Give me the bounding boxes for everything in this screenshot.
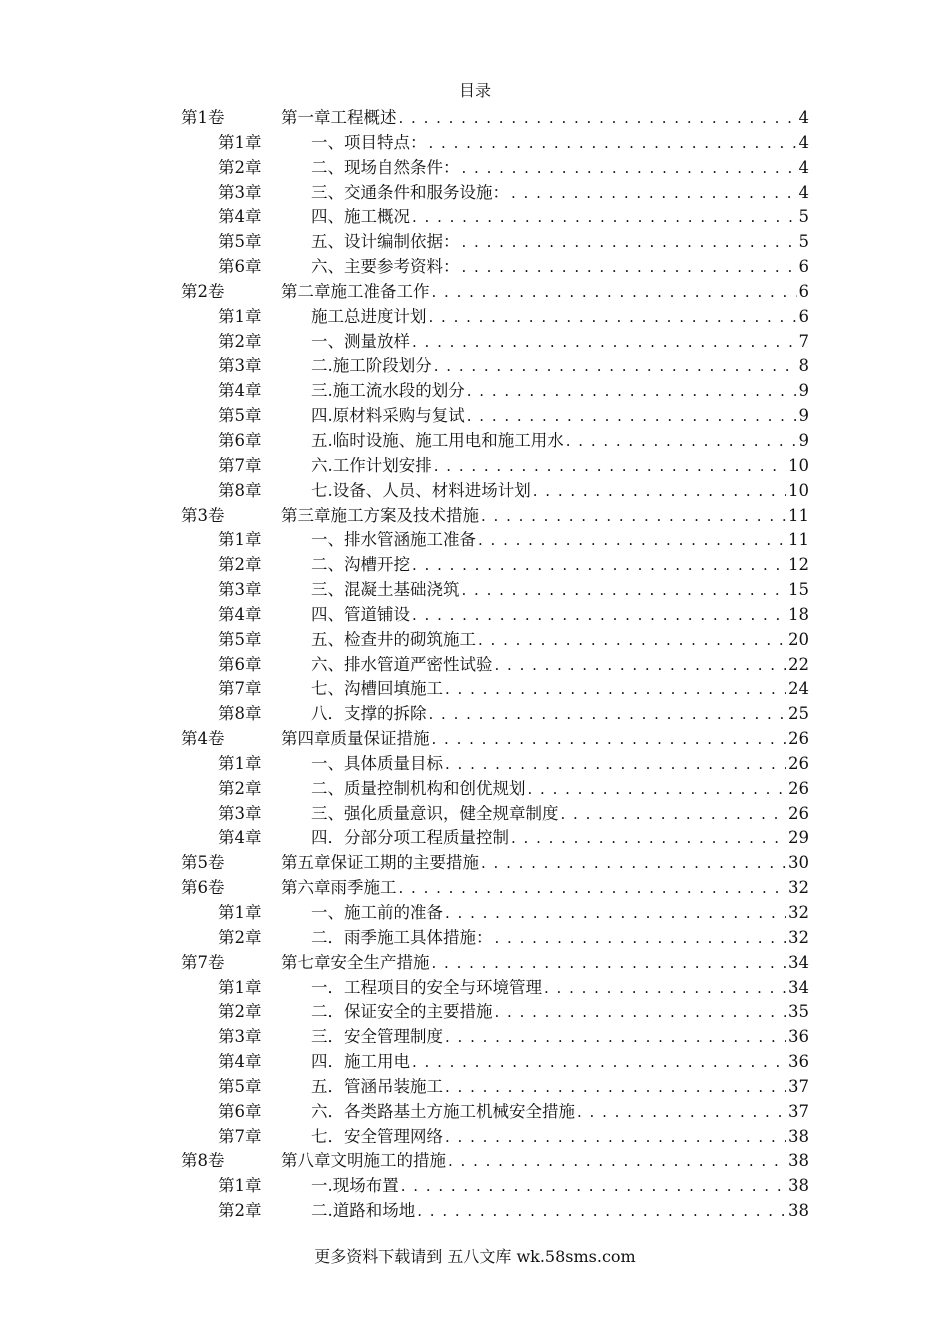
toc-entry-title: 三．安全管理制度 [311, 1027, 443, 1047]
toc-entry-page-number: 11 [788, 505, 809, 525]
toc-leader-dots [417, 1199, 786, 1224]
toc-entry-label: 第4章 [218, 604, 262, 624]
toc-entry-page-number: 38 [788, 1201, 809, 1221]
footer-text: 更多资料下载请到 五八文库 wk.58sms.com [314, 1247, 636, 1266]
toc-entry-page-number: 10 [788, 455, 809, 475]
toc-entry-title: 五、检查井的砌筑施工 [311, 629, 476, 649]
toc-entry-label: 第5章 [218, 406, 262, 426]
toc-entry-page-number: 6 [798, 257, 809, 277]
toc-entry-label: 第2章 [218, 555, 262, 575]
toc-leader-dots [462, 230, 797, 255]
toc-leader-dots [462, 156, 797, 181]
toc-entry[interactable] [181, 379, 809, 404]
toc-leader-dots [495, 926, 787, 951]
toc-entry-title: 八．支撑的拆除 [311, 704, 427, 724]
toc-entry-page-number: 15 [788, 580, 809, 600]
toc-entry-label: 第2章 [218, 1002, 262, 1022]
toc-entry-title: 六、主要参考资料： [311, 257, 460, 277]
toc-entry[interactable] [181, 851, 809, 876]
toc-entry[interactable] [181, 454, 809, 479]
toc-entry-title: 六、排水管道严密性试验 [311, 654, 493, 674]
toc-entry[interactable] [181, 603, 809, 628]
toc-entry-label: 第4章 [218, 207, 262, 227]
toc-entry-title: 三.施工流水段的划分 [311, 381, 465, 401]
toc-entry-label: 第3章 [218, 1027, 262, 1047]
toc-entry-title: 四.原材料采购与复试 [311, 406, 465, 426]
toc-entry-page-number: 26 [788, 803, 809, 823]
toc-entry-label: 第4卷 [181, 729, 225, 749]
toc-entry[interactable] [181, 429, 809, 454]
toc-entry-page-number: 10 [788, 480, 809, 500]
toc-entry-page-number: 38 [788, 1151, 809, 1171]
toc-entry[interactable] [181, 802, 809, 827]
toc-entry-title: 第四章质量保证措施 [281, 729, 430, 749]
toc-leader-dots [432, 280, 797, 305]
toc-entry[interactable] [181, 504, 809, 529]
toc-entry[interactable] [181, 677, 809, 702]
toc-leader-dots [566, 429, 797, 454]
toc-entry-title: 六.工作计划安排 [311, 455, 432, 475]
toc-entry-title: 二．保证安全的主要措施 [311, 1002, 493, 1022]
toc-entry-title: 一．工程项目的安全与环境管理 [311, 977, 542, 997]
toc-entry-page-number: 4 [798, 108, 809, 127]
toc-entry-title: 一.现场布置 [311, 1176, 399, 1196]
toc-entry[interactable] [181, 826, 809, 851]
toc-entry-page-number: 6 [798, 281, 809, 301]
toc-entry-label: 第2卷 [181, 281, 225, 301]
toc-entry-label: 第2章 [218, 927, 262, 947]
toc-entry-title: 二.施工阶段划分 [311, 356, 432, 376]
toc-entry-page-number: 4 [798, 182, 809, 202]
toc-entry-page-number: 26 [788, 729, 809, 749]
toc-entry-title: 一、具体质量目标 [311, 753, 443, 773]
toc-entry[interactable] [181, 1100, 809, 1125]
toc-entry-title: 四．分部分项工程质量控制 [311, 828, 509, 848]
toc-entry-title: 二、沟槽开挖 [311, 555, 410, 575]
toc-entry-label: 第4章 [218, 828, 262, 848]
toc-entry-page-number: 6 [798, 306, 809, 326]
toc-entry[interactable] [181, 205, 809, 230]
toc-entry-title: 施工总进度计划 [311, 306, 427, 326]
table-of-contents [181, 106, 809, 1224]
toc-entry-page-number: 11 [788, 530, 809, 550]
toc-entry-title: 第五章保证工期的主要措施 [281, 853, 479, 873]
toc-leader-dots [445, 901, 786, 926]
toc-leader-dots [429, 305, 797, 330]
toc-entry-title: 三、混凝土基础浇筑 [311, 580, 460, 600]
toc-entry-title: 三、强化质量意识，健全规章制度 [311, 803, 559, 823]
toc-leader-dots [412, 205, 797, 230]
toc-leader-dots [467, 379, 797, 404]
toc-entry-title: 五.临时设施、施工用电和施工用水 [311, 430, 564, 450]
toc-leader-dots [495, 1000, 787, 1025]
toc-entry-title: 一、排水管涵施工准备 [311, 530, 476, 550]
toc-entry-page-number: 35 [788, 1002, 809, 1022]
toc-entry-label: 第7卷 [181, 952, 225, 972]
toc-leader-dots [445, 1125, 786, 1150]
toc-entry-title: 二、现场自然条件： [311, 157, 460, 177]
toc-entry-label: 第5章 [218, 629, 262, 649]
toc-entry-title: 三、交通条件和服务设施： [311, 182, 509, 202]
toc-entry-page-number: 4 [798, 157, 809, 177]
toc-leader-dots [511, 826, 786, 851]
toc-leader-dots [399, 106, 797, 131]
toc-entry-title: 七、沟槽回填施工 [311, 679, 443, 699]
toc-entry-label: 第7章 [218, 679, 262, 699]
toc-entry-title: 第二章施工准备工作 [281, 281, 430, 301]
toc-entry-title: 七．安全管理网络 [311, 1126, 443, 1146]
toc-leader-dots [478, 528, 786, 553]
toc-leader-dots [412, 553, 786, 578]
toc-entry-page-number: 4 [798, 132, 809, 152]
toc-entry-label: 第6卷 [181, 878, 225, 898]
toc-entry-page-number: 20 [788, 629, 809, 649]
toc-entry-label: 第3章 [218, 356, 262, 376]
toc-entry-title: 第三章施工方案及技术措施 [281, 505, 479, 525]
toc-entry-page-number: 25 [788, 704, 809, 724]
toc-entry-label: 第1章 [218, 903, 262, 922]
toc-entry[interactable] [181, 305, 809, 330]
toc-entry-label: 第2章 [218, 778, 262, 798]
toc-entry-title: 一、施工前的准备 [311, 903, 443, 922]
toc-entry-page-number: 38 [788, 1126, 809, 1146]
toc-entry[interactable] [181, 255, 809, 280]
toc-leader-dots [544, 976, 786, 1001]
toc-entry-label: 第2章 [218, 157, 262, 177]
toc-entry-title: 四、施工概况 [311, 207, 410, 227]
toc-entry-title: 四．施工用电 [311, 1052, 410, 1072]
toc-leader-dots [481, 851, 786, 876]
toc-entry-label: 第6章 [218, 654, 262, 674]
toc-entry-title: 第八章文明施工的措施 [281, 1151, 446, 1171]
toc-entry-page-number: 36 [788, 1027, 809, 1047]
toc-entry[interactable] [181, 876, 809, 901]
toc-leader-dots [495, 653, 787, 678]
toc-leader-dots [399, 876, 787, 901]
toc-entry-page-number: 9 [798, 381, 809, 401]
toc-entry[interactable] [181, 280, 809, 305]
toc-entry[interactable] [181, 653, 809, 678]
toc-entry-page-number: 36 [788, 1052, 809, 1072]
toc-entry[interactable] [181, 976, 809, 1001]
toc-entry-title: 一、项目特点： [311, 132, 427, 152]
toc-entry-title: 第六章雨季施工 [281, 878, 397, 898]
toc-entry-label: 第5章 [218, 232, 262, 252]
toc-leader-dots [462, 255, 797, 280]
toc-leader-dots [528, 777, 787, 802]
toc-entry-label: 第6章 [218, 1101, 262, 1121]
toc-entry-page-number: 12 [788, 555, 809, 575]
toc-entry[interactable] [181, 926, 809, 951]
toc-entry-label: 第1章 [218, 1176, 262, 1196]
toc-entry-page-number: 29 [788, 828, 809, 848]
toc-entry[interactable] [181, 230, 809, 255]
toc-entry-label: 第1章 [218, 306, 262, 326]
toc-entry[interactable] [181, 330, 809, 355]
toc-entry-page-number: 32 [788, 927, 809, 947]
toc-entry-page-number: 9 [798, 406, 809, 426]
toc-leader-dots [448, 1149, 786, 1174]
toc-entry-label: 第6章 [218, 430, 262, 450]
toc-entry-page-number: 38 [788, 1176, 809, 1196]
toc-entry-label: 第6章 [218, 257, 262, 277]
toc-leader-dots [401, 1174, 786, 1199]
toc-entry-title: 七.设备、人员、材料进场计划 [311, 480, 531, 500]
toc-entry[interactable] [181, 702, 809, 727]
toc-entry[interactable] [181, 752, 809, 777]
toc-entry[interactable] [181, 1075, 809, 1100]
toc-leader-dots [561, 802, 787, 827]
toc-leader-dots [412, 330, 797, 355]
toc-entry[interactable] [181, 901, 809, 926]
toc-entry-page-number: 34 [788, 977, 809, 997]
toc-entry-label: 第4章 [218, 381, 262, 401]
toc-leader-dots [432, 727, 787, 752]
toc-entry-page-number: 26 [788, 753, 809, 773]
toc-entry-page-number: 32 [788, 903, 809, 922]
toc-leader-dots [462, 578, 787, 603]
toc-leader-dots [432, 951, 787, 976]
toc-entry[interactable] [181, 181, 809, 206]
toc-entry-page-number: 34 [788, 952, 809, 972]
toc-entry-page-number: 32 [788, 878, 809, 898]
toc-entry-label: 第1章 [218, 530, 262, 550]
toc-entry-title: 第七章安全生产措施 [281, 952, 430, 972]
toc-leader-dots [445, 677, 786, 702]
toc-entry[interactable] [181, 528, 809, 553]
toc-entry[interactable] [181, 727, 809, 752]
toc-leader-dots [445, 752, 786, 777]
toc-entry-page-number: 22 [788, 654, 809, 674]
toc-leader-dots [445, 1075, 786, 1100]
toc-entry[interactable] [181, 553, 809, 578]
toc-entry-label: 第8章 [218, 704, 262, 724]
toc-entry-title: 五．管涵吊装施工 [311, 1076, 443, 1096]
toc-entry[interactable] [181, 1025, 809, 1050]
toc-leader-dots [434, 454, 786, 479]
toc-leader-dots [434, 354, 797, 379]
toc-entry-title: 六．各类路基土方施工机械安全措施 [311, 1101, 575, 1121]
toc-entry-title: 二．雨季施工具体措施： [311, 927, 493, 947]
toc-leader-dots [467, 404, 797, 429]
toc-entry-label: 第5卷 [181, 853, 225, 873]
toc-entry-title: 第一章工程概述 [281, 108, 397, 127]
toc-leader-dots [511, 181, 797, 206]
toc-entry-title: 五、设计编制依据： [311, 232, 460, 252]
toc-entry-label: 第3卷 [181, 505, 225, 525]
toc-leader-dots [412, 1050, 786, 1075]
toc-entry[interactable] [181, 951, 809, 976]
toc-entry-page-number: 9 [798, 430, 809, 450]
toc-entry-page-number: 37 [788, 1076, 809, 1096]
toc-entry-label: 第4章 [218, 1052, 262, 1072]
toc-entry[interactable] [181, 628, 809, 653]
toc-entry-page-number: 8 [798, 356, 809, 376]
toc-entry-label: 第1章 [218, 753, 262, 773]
toc-entry-label: 第5章 [218, 1076, 262, 1096]
toc-entry-label: 第2章 [218, 331, 262, 351]
toc-entry-label: 第1章 [218, 132, 262, 152]
toc-entry-title: 四、管道铺设 [311, 604, 410, 624]
toc-entry[interactable] [181, 1050, 809, 1075]
toc-entry[interactable] [181, 578, 809, 603]
toc-leader-dots [429, 131, 797, 156]
toc-leader-dots [478, 628, 786, 653]
toc-entry-page-number: 24 [788, 679, 809, 699]
toc-entry[interactable] [181, 106, 809, 131]
toc-leader-dots [412, 603, 786, 628]
toc-entry-page-number: 37 [788, 1101, 809, 1121]
toc-leader-dots [445, 1025, 786, 1050]
toc-entry[interactable] [181, 1149, 809, 1174]
toc-leader-dots [481, 504, 786, 529]
toc-leader-dots [533, 479, 786, 504]
toc-entry-label: 第1章 [218, 977, 262, 997]
toc-entry-label: 第8章 [218, 480, 262, 500]
toc-entry-label: 第3章 [218, 580, 262, 600]
toc-entry[interactable] [181, 354, 809, 379]
toc-entry-page-number: 5 [798, 207, 809, 227]
toc-entry-title: 一、测量放样 [311, 331, 410, 351]
toc-entry-label: 第2章 [218, 1201, 262, 1221]
toc-entry[interactable] [181, 131, 809, 156]
toc-entry[interactable] [181, 479, 809, 504]
toc-leader-dots [429, 702, 787, 727]
toc-entry[interactable] [181, 1000, 809, 1025]
toc-entry-label: 第3章 [218, 182, 262, 202]
toc-entry-title: 二、质量控制机构和创优规划 [311, 778, 526, 798]
toc-entry-page-number: 7 [798, 331, 809, 351]
toc-title: 目录 [458, 81, 491, 100]
toc-entry-label: 第8卷 [181, 1151, 225, 1171]
toc-entry-label: 第3章 [218, 803, 262, 823]
toc-entry[interactable] [181, 1199, 809, 1224]
toc-entry-label: 第7章 [218, 455, 262, 475]
toc-entry-page-number: 30 [788, 853, 809, 873]
toc-entry[interactable] [181, 404, 809, 429]
toc-entry-page-number: 26 [788, 778, 809, 798]
toc-entry-label: 第7章 [218, 1126, 262, 1146]
toc-entry[interactable] [181, 1125, 809, 1150]
toc-entry[interactable] [181, 777, 809, 802]
toc-entry-page-number: 5 [798, 232, 809, 252]
toc-entry-title: 二.道路和场地 [311, 1201, 416, 1221]
toc-entry[interactable] [181, 156, 809, 181]
toc-entry[interactable] [181, 1174, 809, 1199]
toc-entry-page-number: 18 [788, 604, 809, 624]
toc-entry-label: 第1卷 [181, 108, 225, 127]
toc-leader-dots [577, 1100, 786, 1125]
